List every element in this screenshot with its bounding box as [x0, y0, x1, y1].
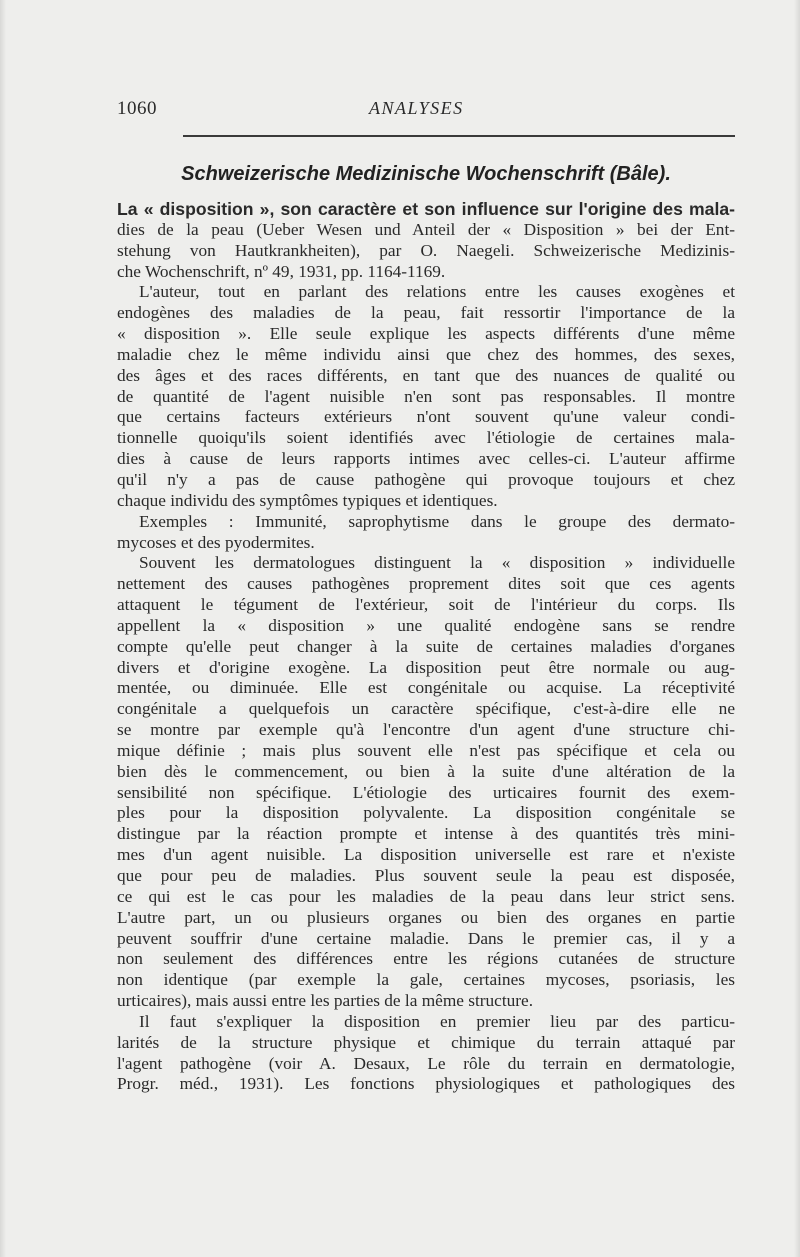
text-line: che Wochenschrift, nº 49, 1931, pp. 1164-1169.: [117, 261, 446, 281]
text-line: endogènes des maladies de la peau, fait ressortir l'importance de la: [117, 303, 735, 323]
text-line: « disposition ». Elle seule explique les aspects différents d'une même: [117, 324, 735, 344]
text-line: que pour peu de maladies. Plus souvent seule la peau est disposée,: [117, 866, 735, 885]
paragraph-first-line: Exemples : Immunité, saprophytisme dans le groupe des dermato-: [139, 511, 735, 531]
text-line: de quantité de l'agent nuisible n'en sont pas responsables. Il montre: [117, 386, 735, 406]
text-line: que certains facteurs extérieurs n'ont souvent qu'une valeur condi-: [117, 407, 735, 427]
text-line: larités de la structure physique et chimique du terrain attaqué par: [117, 1032, 735, 1052]
paragraph-first-line: L'auteur, tout en parlant des relations entre les causes exogènes et: [139, 282, 735, 302]
text-line: nettement des causes pathogènes proprement dites soit que ces agents: [117, 574, 735, 594]
text-line: bien dès le commencement, ou bien à la suite d'une altération de la: [117, 761, 735, 781]
text-line: Progr. méd., 1931). Les fonctions physiologiques et pathologiques des: [117, 1074, 735, 1094]
paragraph-first-line: Souvent les dermatologues distinguent la « disposition » individuelle: [139, 553, 735, 573]
text-line: appellent la « disposition » une qualité endogène sans se rendre: [117, 615, 735, 635]
text-line: L'autre part, un ou plusieurs organes ou bien des organes en partie: [117, 907, 735, 927]
text-line: distingue par la réaction prompte et intense à des quantités très mini-: [117, 824, 735, 844]
page-edge-right: [794, 0, 800, 1257]
text-line: attaquent le tégument de l'extérieur, soit de l'intérieur du corps. Ils: [117, 595, 735, 615]
journal-title: Schweizerische Medizinische Wochenschrift (Bâle).: [181, 163, 671, 185]
running-head: [117, 98, 735, 126]
text-line: mes d'un agent nuisible. La disposition universelle est rare et n'existe: [117, 845, 735, 865]
text-line: se montre par exemple qu'à l'encontre d'un agent d'une structure chi-: [117, 720, 735, 740]
paragraph-first-line: Il faut s'expliquer la disposition en premier lieu par des particu-: [139, 1011, 735, 1031]
running-title: ANALYSES: [369, 98, 464, 118]
text-line: urticaires), mais aussi entre les parties de la même structure.: [117, 991, 534, 1011]
text-line: congénitale a quelquefois un caractère spécifique, c'est-à-dire elle ne: [117, 699, 735, 719]
text-line: ples pour la disposition polyvalente. La disposition congénitale se: [117, 803, 735, 823]
page-edge-left: [0, 0, 6, 1257]
text-line: peuvent souffrir d'une certaine maladie. Dans le premier cas, il y a: [117, 928, 735, 948]
text-line: dies à cause de leurs rapports intimes avec celles-ci. L'auteur affirme: [117, 449, 735, 469]
text-line: mique définie ; mais plus souvent elle n'est pas spécifique et cela ou: [117, 740, 735, 760]
text-line: tionnelle quoiqu'ils soient identifiés avec l'étiologie de certaines mala-: [117, 428, 735, 448]
text-line: maladie chez le même individu ainsi que chez des hommes, des sexes,: [117, 344, 735, 364]
text-line: sensibilité non spécifique. L'étiologie des urticaires fournit des exem-: [117, 782, 735, 802]
header-rule: [183, 135, 735, 137]
text-line: mycoses et des pyodermites.: [117, 532, 315, 552]
text-line: l'agent pathogène (voir A. Desaux, Le rôle du terrain en dermatologie,: [117, 1053, 735, 1073]
text-line: qu'il n'y a pas de cause pathogène qui provoque toujours et chez: [117, 469, 735, 489]
text-line: mentée, ou diminuée. Elle est congénitale ou acquise. La réceptivité: [117, 678, 735, 698]
text-line: divers et d'origine exogène. La disposition peut être normale ou aug-: [117, 657, 735, 677]
page-number: 1060: [117, 98, 157, 119]
text-line: non identique (par exemple la gale, certaines mycoses, psoriasis, les: [117, 970, 735, 990]
text-line: stehung von Hautkrankheiten), par O. Naegeli. Schweizerische Medizinis-: [117, 240, 735, 260]
text-line: des âges et des races différents, en tant que des nuances de qualité ou: [117, 365, 735, 385]
text-line: dies de la peau (Ueber Wesen und Anteil der « Disposition » bei der Ent-: [117, 219, 735, 239]
text-line: compte qu'elle peut changer à la suite de certaines maladies d'organes: [117, 636, 735, 656]
text-line: ce qui est le cas pour les maladies de la peau dans leur strict sens.: [117, 886, 735, 906]
text-line: chaque individu des symptômes typiques et identiques.: [117, 490, 498, 510]
text-line: non seulement des différences entre les régions cutanées de structure: [117, 949, 735, 969]
article-heading-line: La « disposition », son caractère et son influence sur l'origine des mala-: [117, 199, 735, 219]
article-body: [117, 199, 735, 1095]
